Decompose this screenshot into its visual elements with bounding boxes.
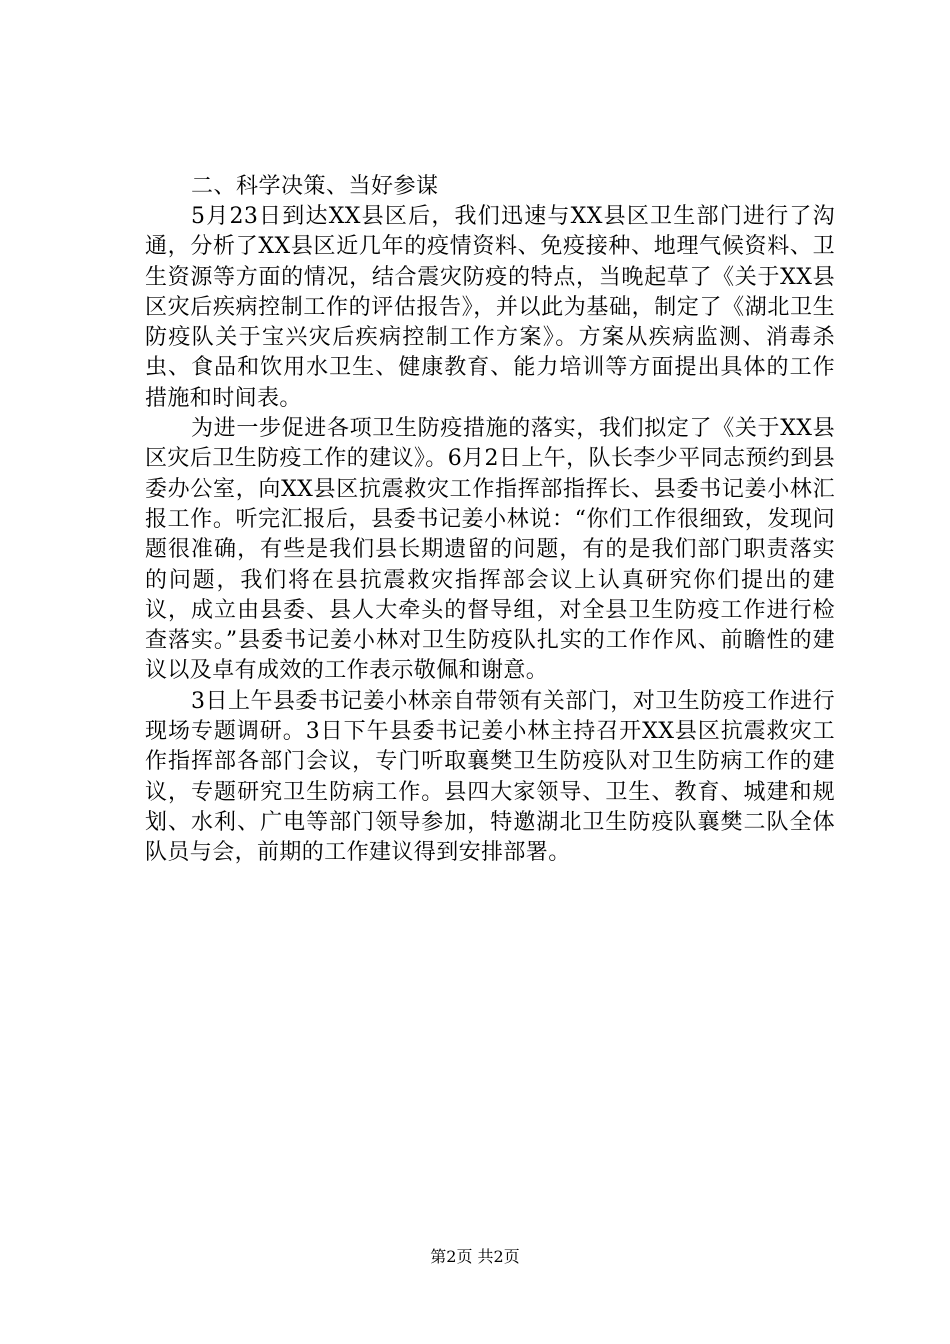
paragraph-1: 5月23日到达XX县区后，我们迅速与XX县区卫生部门进行了沟通，分析了XX县区近几年的疫情资料、免疫接种、地理气候资料、卫生资源等方面的情况，结合震灾防疫的特点，当晚起草了《关于XX县区灾后疾病控制工作的评估报告》，并以此为基础，制定了《湖北卫生防疫队关于宝兴灾后疾病控制工作方案》。方案从疾病监测、消毒杀虫、食品和饮用水卫生、健康教育、能力培训等方面提出具体的工作措施和时间表。 [145, 204, 835, 411]
paragraph-3: 3日上午县委书记姜小林亲自带领有关部门，对卫生防疫工作进行现场专题调研。3日下午县委书记姜小林主持召开XX县区抗震救灾工作指挥部各部门会议，专门听取襄樊卫生防疫队对卫生防病工作的建议，专题研究卫生防病工作。县四大家领导、卫生、教育、城建和规划、水利、广电等部门领导参加，特邀湖北卫生防疫队襄樊二队全体队员与会，前期的工作建议得到安排部署。 [145, 688, 835, 866]
section-heading: 二、科学决策、当好参谋 [191, 174, 439, 199]
page-footer: 第2页 共2页 [430, 1247, 520, 1266]
paragraph-2: 为进一步促进各项卫生防疫措施的落实，我们拟定了《关于XX县区灾后卫生防疫工作的建议》。6月2日上午，队长李少平同志预约到县委办公室，向XX县区抗震救灾工作指挥部指挥长、县委书记姜小林汇报工作。听完汇报后，县委书记姜小林说：“你们工作很细致，发现问题很准确，有些是我们县长期遗留的问题，有的是我们部门职责落实的问题，我们将在县抗震救灾指挥部会议上认真研究你们提出的建议，成立由县委、县人大牵头的督导组，对全县卫生防疫工作进行检查落实。”县委书记姜小林对卫生防疫队扎实的工作作风、前瞻性的建议以及卓有成效的工作表示敬佩和谢意。 [145, 416, 835, 684]
document-body [145, 172, 835, 869]
